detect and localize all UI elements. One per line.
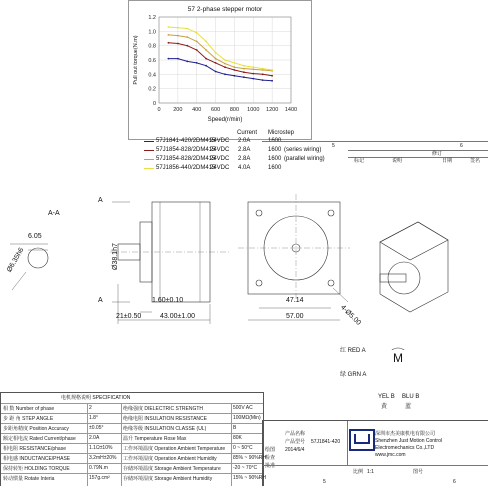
- series-point-2: [252, 68, 254, 70]
- rev-col-sign: 签名: [470, 158, 481, 164]
- spec-value: 1.1Ω±10%: [89, 445, 113, 451]
- spec-key: 步距角精度 Position Accuracy: [3, 426, 69, 432]
- y-tick-label: 0.2: [148, 86, 156, 93]
- company-logo: [349, 429, 375, 451]
- legend-note: (series wiring): [284, 147, 322, 153]
- series-line-3: [168, 27, 272, 70]
- technical-drawing: [0, 180, 488, 350]
- spec-key: 工作环境温度 Operation Ambient Temperature: [123, 446, 226, 452]
- spec-value: 2: [89, 405, 92, 411]
- x-tick-label: 1000: [247, 107, 260, 113]
- legend-note: (parallel wiring): [284, 156, 325, 162]
- chart-svg: [129, 1, 311, 139]
- spec-table: [0, 392, 264, 486]
- series-point-2: [168, 34, 170, 36]
- spec-key: 存储环境湿度 Storage Ambient Humidity: [123, 476, 213, 482]
- series-point-2: [243, 68, 245, 70]
- approve-label: 批准: [265, 463, 276, 469]
- spec-value: -20 ~ 70°C: [233, 465, 258, 471]
- spec-title: 电机规格说明 SPECIFICATION: [61, 395, 131, 401]
- product-model-value: 57J1841-420: [311, 439, 341, 445]
- strip-number-5: 5: [332, 143, 335, 149]
- series-point-1: [252, 73, 254, 75]
- legend-header-microstep: Microstep: [268, 130, 295, 136]
- y-axis-label: Pull out torque(N.m): [133, 35, 139, 85]
- company-name-en1: Shenzhen Just Motion Control: [375, 438, 442, 444]
- series-point-0: [224, 73, 226, 75]
- legend-microstep: 1600: [268, 147, 282, 153]
- wire-yellow: YEL B: [378, 394, 395, 400]
- series-point-2: [224, 63, 226, 65]
- series-point-3: [234, 62, 236, 64]
- series-point-1: [234, 69, 236, 71]
- spec-value: 100MΩ(Min): [233, 415, 261, 421]
- wire-yellow-cn: 黄: [381, 404, 388, 410]
- series-point-3: [271, 69, 273, 71]
- series-line-1: [168, 43, 272, 76]
- series-point-0: [262, 79, 264, 81]
- x-axis-label: Speed(r/min): [207, 117, 243, 123]
- wire-red: 红 RED A: [340, 348, 366, 354]
- series-point-1: [205, 58, 207, 60]
- series-point-1: [168, 42, 170, 44]
- check-label: 检查: [265, 455, 276, 461]
- spec-key: 绝缘等级 INSULATION CLASSE (UL): [123, 426, 207, 432]
- series-point-1: [215, 62, 217, 64]
- legend-voltage: 24VDC: [210, 156, 230, 162]
- dim-57: 57.00: [286, 313, 304, 320]
- legend-voltage: 24VDC: [210, 147, 230, 153]
- y-tick-label: 0: [152, 101, 156, 107]
- dim-shaft-diameter: Ø6.35h6: [6, 246, 26, 274]
- legend-swatch: [144, 150, 154, 151]
- series-point-2: [234, 66, 236, 68]
- series-point-0: [196, 62, 198, 64]
- series-point-3: [168, 26, 170, 28]
- x-tick-label: 0: [157, 107, 161, 113]
- series-point-3: [252, 66, 254, 68]
- legend-model: 57J1856-440/2DM415: [156, 165, 216, 171]
- dim-boss-diameter: Ø38.1h7: [112, 243, 119, 270]
- spec-value: 85% ~ 90%RH: [233, 455, 266, 461]
- spec-key: 相 数 Number of phase: [3, 406, 55, 412]
- legend-current: 4.0A: [238, 165, 251, 171]
- spec-value: 0 ~ 50°C: [233, 445, 253, 451]
- series-point-2: [196, 41, 198, 43]
- series-point-1: [177, 43, 179, 45]
- series-point-1: [271, 75, 273, 77]
- x-tick-label: 400: [192, 107, 202, 113]
- spec-value: B: [233, 425, 237, 431]
- legend-model: 57J1841-420/2DM415: [156, 138, 216, 144]
- dim-6-05: 6.05: [28, 233, 42, 240]
- spec-key: 相电阻 RESISTANCE/phase: [3, 446, 66, 452]
- view-a-top: A: [98, 197, 103, 204]
- series-point-3: [262, 68, 264, 70]
- section-label: A-A: [48, 210, 60, 217]
- spec-key: 额定相电流 Rated Current/phase: [3, 436, 76, 442]
- series-point-0: [243, 76, 245, 78]
- series-point-1: [196, 49, 198, 51]
- revision-strip: [262, 141, 488, 164]
- x-tick-label: 800: [229, 107, 240, 113]
- x-tick-label: 1400: [284, 107, 298, 113]
- spec-value: 2.0A: [89, 435, 100, 441]
- spec-key: 工作环境湿度 Operation Ambient Humidity: [123, 456, 217, 462]
- scale-label: 比例: [353, 469, 364, 475]
- title-block: [262, 420, 488, 486]
- dim-43: 43.00±1.00: [160, 313, 195, 320]
- dim-mount-holes: 4-Ø5.00: [339, 304, 362, 327]
- series-point-1: [224, 66, 226, 68]
- product-model-label: 产品型号: [285, 439, 306, 445]
- legend-microstep: 1600: [268, 138, 282, 144]
- wire-green: 绿 GRN A: [340, 372, 367, 378]
- spec-value: 157g.cm²: [89, 475, 110, 481]
- torque-chart: [128, 0, 312, 140]
- motor-symbol-circle: [388, 348, 408, 350]
- series-point-2: [215, 58, 217, 60]
- spec-value: 15% ~ 90%RH: [233, 475, 266, 481]
- spec-key: 绝缘电阻 INSULATION RESISTANCE: [123, 416, 207, 422]
- spec-key: 温升 Temperature Rose Max: [123, 436, 187, 442]
- series-point-3: [177, 27, 179, 29]
- spec-key: 相电感 INDUCTANCE/PHASE: [3, 456, 71, 462]
- motor-symbol: M: [393, 351, 403, 365]
- spec-value: 3.2mH±20%: [89, 455, 117, 461]
- legend-current: 2.8A: [238, 156, 251, 162]
- legend-voltage: 24VDC: [210, 165, 230, 171]
- footer-num-5: 5: [323, 479, 326, 485]
- y-tick-label: 1.0: [148, 29, 156, 36]
- spec-key: 绝缘强度 DIELECTRIC STRENGTH: [123, 406, 204, 412]
- chart-title: 57 2-phase stepper motor: [187, 6, 263, 13]
- series-point-2: [205, 49, 207, 51]
- sheet-label: 图号: [413, 469, 424, 475]
- wire-blue: BLU B: [402, 394, 420, 400]
- spec-key: 存储环境温度 Storage Ambient Temperature: [123, 466, 221, 472]
- series-point-0: [234, 75, 236, 77]
- scale-value: 1:1: [367, 469, 374, 475]
- series-point-1: [186, 45, 188, 47]
- x-tick-label: 600: [210, 107, 221, 113]
- series-point-0: [186, 61, 188, 63]
- footer-num-6: 6: [453, 479, 456, 485]
- strip-number-6: 6: [460, 143, 463, 149]
- legend-header-current: Current: [237, 130, 258, 136]
- rev-col-desc: 说明: [392, 158, 403, 164]
- series-point-0: [177, 58, 179, 60]
- series-point-0: [271, 80, 273, 82]
- wire-blue-cn: 蓝: [405, 404, 412, 410]
- y-tick-label: 0.8: [148, 43, 156, 50]
- spec-value: ±0.05°: [89, 425, 104, 431]
- legend-voltage: 24VDC: [210, 138, 230, 144]
- rev-col-date: 日期: [442, 158, 453, 164]
- rev-col-mark: 标记: [354, 158, 365, 164]
- spec-value: 0.79N.m: [89, 465, 108, 471]
- company-website: www.jmc.com: [375, 452, 406, 458]
- legend-swatch: [144, 168, 154, 169]
- series-point-3: [224, 59, 226, 61]
- spec-key: 步 距 角 STEP ANGLE: [3, 416, 54, 422]
- company-name-en2: Electromechanics Co.,LTD: [375, 445, 435, 451]
- series-point-3: [243, 65, 245, 67]
- legend-current: 2.8A: [238, 147, 251, 153]
- series-point-1: [243, 71, 245, 73]
- company-name-cn: 深圳市杰美康机电有限公司: [375, 431, 436, 437]
- series-point-1: [262, 73, 264, 75]
- y-tick-label: 1.2: [148, 15, 156, 21]
- legend-microstep: 1600: [268, 156, 282, 162]
- dim-47-14: 47.14: [286, 297, 304, 304]
- x-tick-label: 1200: [266, 107, 279, 113]
- product-name-label: 产品名称: [285, 431, 306, 437]
- y-tick-label: 0.6: [148, 58, 156, 64]
- view-a-bottom: A: [98, 297, 103, 304]
- x-tick-label: 200: [173, 107, 183, 113]
- legend-microstep: 1600: [268, 165, 282, 171]
- series-point-0: [215, 71, 217, 73]
- series-point-2: [186, 36, 188, 38]
- dim-1-60: 1.60±0.10: [152, 297, 184, 304]
- series-point-3: [196, 32, 198, 34]
- series-point-3: [205, 41, 207, 43]
- legend-model: 57J1854-828/2DM415: [156, 156, 216, 162]
- legend-model: 57J1854-828/2DM415: [156, 147, 216, 153]
- series-point-0: [168, 58, 170, 60]
- series-point-3: [186, 28, 188, 30]
- spec-value: 500V AC: [233, 405, 253, 411]
- series-point-0: [205, 65, 207, 67]
- spec-value: 1.8°: [89, 415, 98, 421]
- shaft-section-circle: [28, 248, 48, 268]
- legend-swatch: [144, 159, 154, 160]
- series-point-0: [252, 78, 254, 80]
- drawn-date: 2014/6/4: [285, 447, 305, 453]
- y-tick-label: 0.4: [148, 72, 156, 79]
- motor-iso-view: [380, 222, 448, 312]
- legend-swatch: [144, 141, 154, 142]
- series-point-2: [177, 35, 179, 37]
- rev-label: 修订: [432, 151, 443, 157]
- dim-21: 21±0.50: [116, 313, 142, 320]
- drawn-label: 绘图: [265, 447, 276, 453]
- legend-current: 2.0A: [238, 138, 251, 144]
- spec-key: 转动惯量 Rotate Interia: [3, 476, 55, 482]
- series-point-3: [215, 52, 217, 54]
- spec-key: 保持转矩 HOLDING TORQUE: [3, 466, 70, 472]
- spec-value: 80K: [233, 435, 242, 441]
